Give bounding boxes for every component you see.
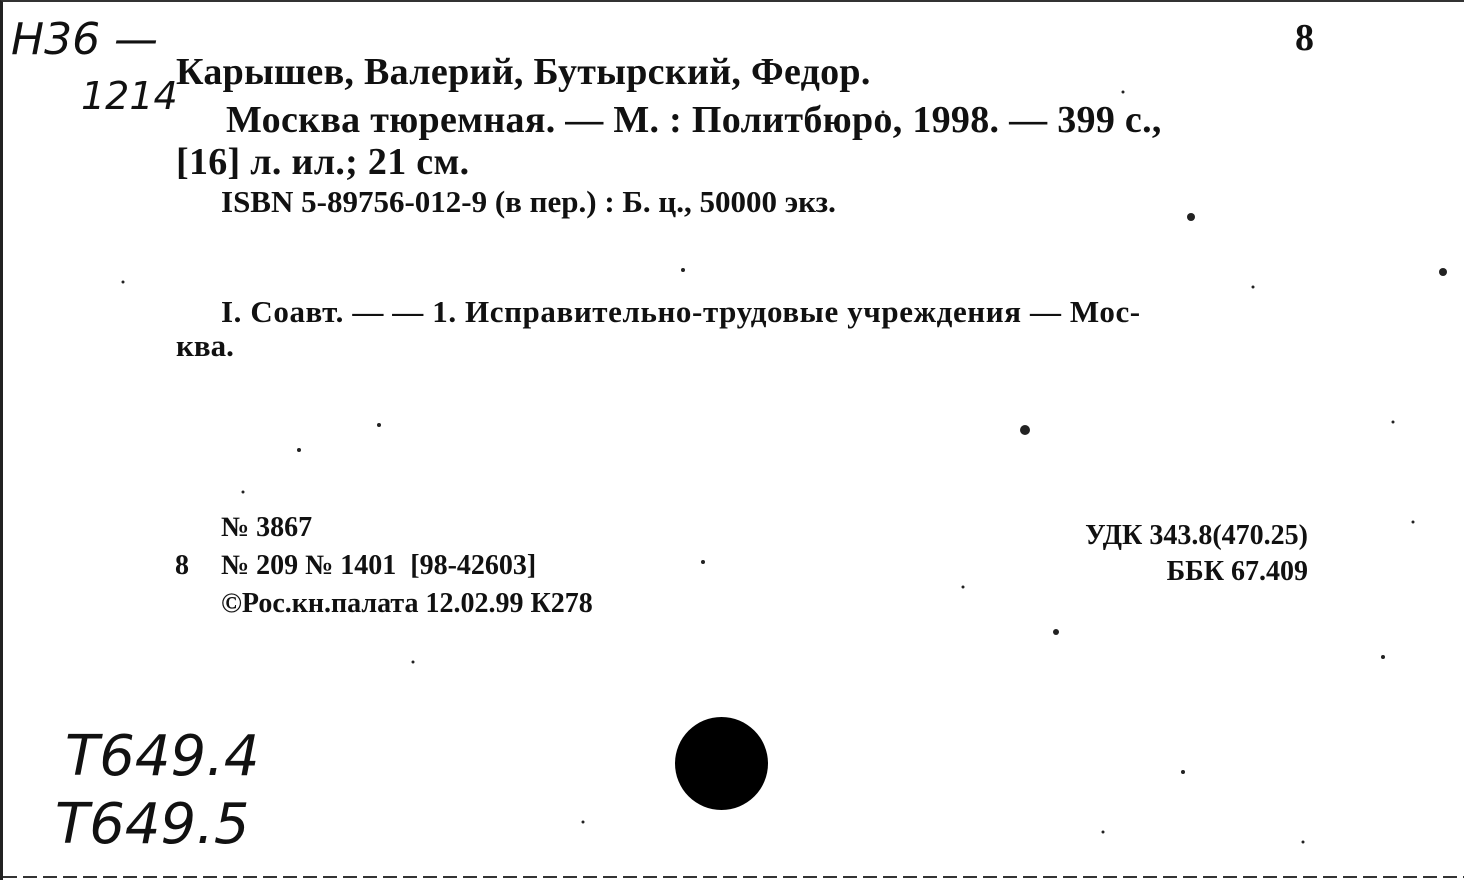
record-lead-digit: 8 bbox=[175, 550, 189, 581]
entry-isbn: ISBN 5-89756-012-9 (в пер.) : Б. ц., 50000 экз. bbox=[221, 184, 836, 219]
record-number: № 3867 bbox=[221, 512, 313, 543]
handwritten-shelfmark-top: Н36 — bbox=[11, 14, 159, 65]
handwritten-number-top: 1214 bbox=[81, 74, 178, 118]
entry-title: Москва тюремная. — М. : Политбюро, 1998. — 399 с., bbox=[226, 99, 1162, 141]
punch-hole bbox=[675, 717, 768, 810]
record-numbers: № 209 № 1401 [98-42603] bbox=[221, 550, 537, 581]
handwritten-code-bottom-2: Т649.5 bbox=[55, 792, 250, 857]
card-number: 8 bbox=[1295, 17, 1315, 59]
tracing-line-2: ква. bbox=[176, 328, 234, 363]
card-bottom-edge bbox=[3, 872, 1464, 882]
entry-physical: [16] л. ил.; 21 см. bbox=[176, 141, 470, 183]
handwritten-code-bottom-1: Т649.4 bbox=[65, 724, 260, 789]
entry-authors: Карышев, Валерий, Бутырский, Федор. bbox=[176, 51, 871, 93]
bbk-code: ББК 67.409 bbox=[1166, 556, 1308, 587]
book-chamber-line: ©Рос.кн.палата 12.02.99 К278 bbox=[221, 588, 593, 619]
tracing-line-1: I. Соавт. — — 1. Исправительно-трудовые учреждения — Мос- bbox=[221, 294, 1141, 329]
udk-code: УДК 343.8(470.25) bbox=[1085, 520, 1308, 551]
